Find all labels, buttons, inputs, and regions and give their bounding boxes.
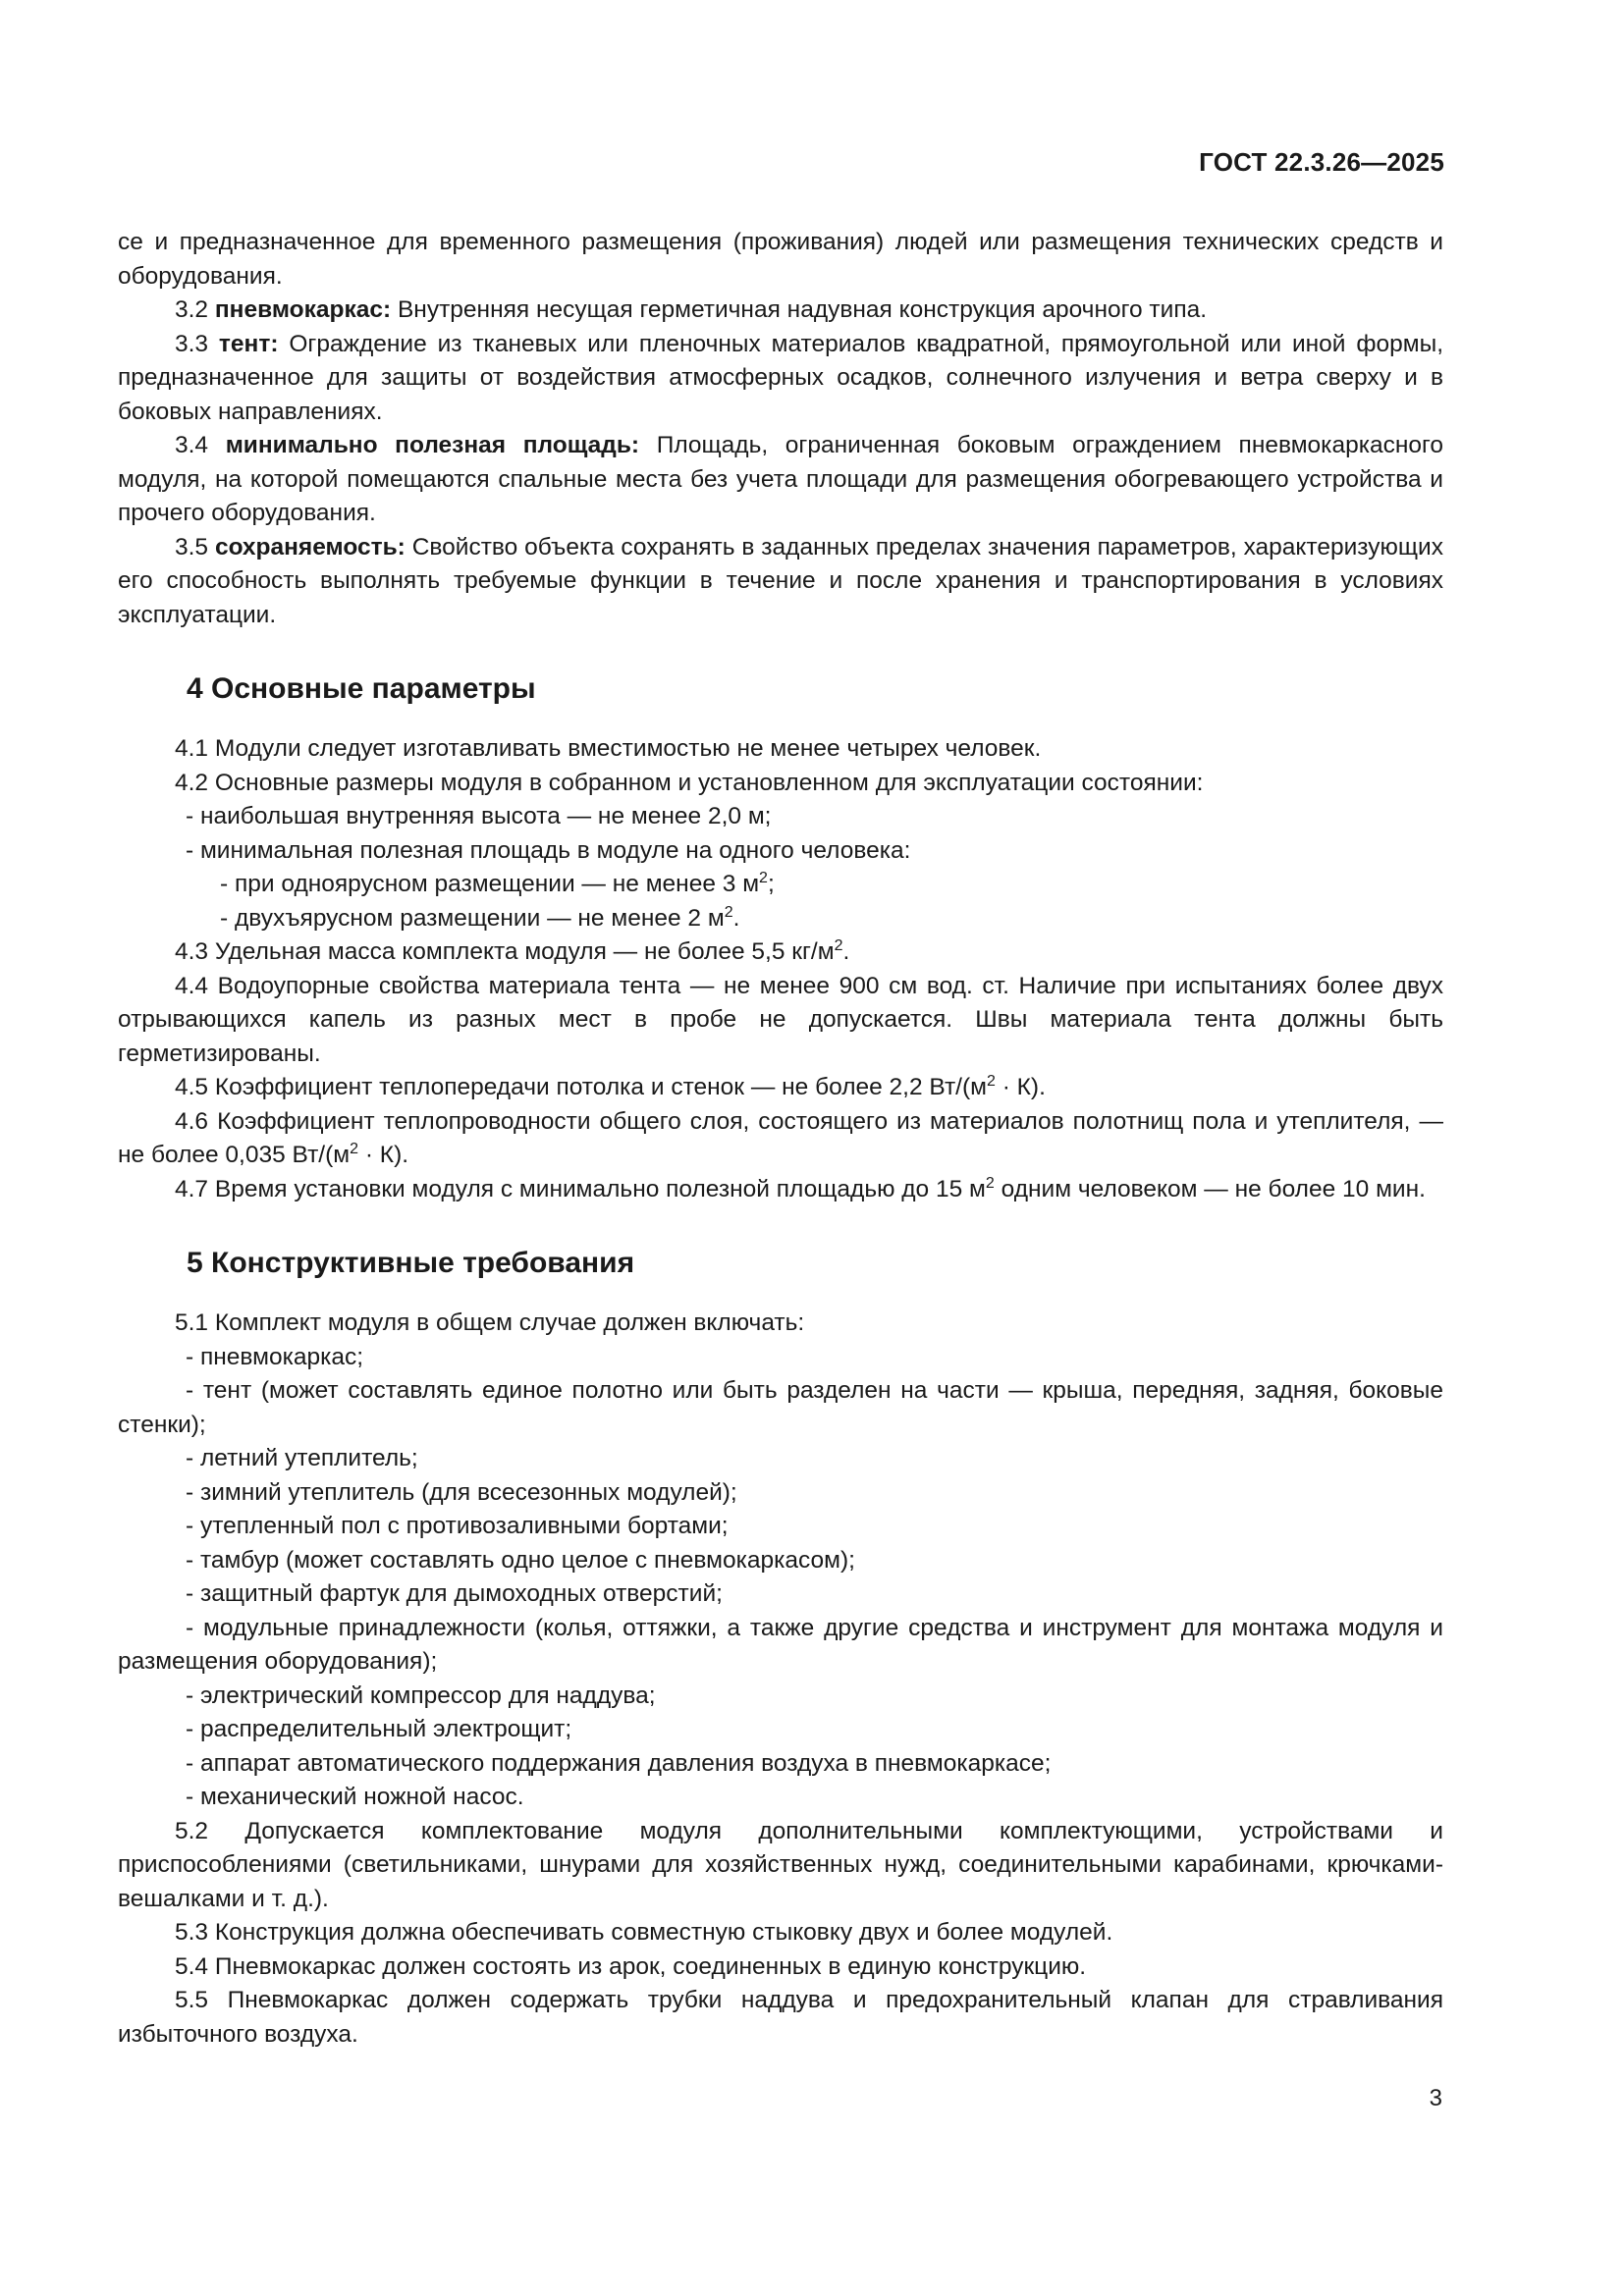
list-item: - электрический компрессор для наддува; [186, 1682, 656, 1709]
definition-term: сохраняемость: [214, 533, 406, 561]
definition-text: Площадь, ограниченная боковым ограждением пневмокаркасного модуля, на которой помещаются спальные места без учета площади для размещения обогревающего устройства и прочего оборудования. [118, 432, 1444, 526]
paragraph-5-5: 5.5 Пневмокаркас должен содержать трубки наддува и предохранительный клапан для стравливания избыточного воздуха. [118, 1987, 1443, 2048]
superscript: 2 [986, 1073, 996, 1090]
list-item: - модульные принадлежности (колья, оттяжки, а также другие средства и инструмент для монтажа модуля и размещения оборудования); [118, 1614, 1443, 1675]
text-part: 4.7 Время установки модуля с минимально полезной площадью до 15 м [175, 1175, 986, 1202]
definition-number: 3.2 [175, 296, 209, 323]
text-part: . [842, 938, 850, 965]
paragraph-5-4: 5.4 Пневмокаркас должен состоять из арок, соединенных в единую конструкцию. [175, 1952, 1087, 1980]
list-item: - зимний утеплитель (для всесезонных модулей); [186, 1478, 737, 1506]
list-item: - утепленный пол с противозаливными бортами; [186, 1513, 729, 1539]
list-item: - механический ножной насос. [186, 1784, 524, 1810]
list-item: - тамбур (может составлять одно целое с пневмокаркасом); [186, 1546, 855, 1574]
superscript: 2 [759, 870, 768, 886]
definition-number: 3.4 [175, 432, 209, 458]
list-item: - аппарат автоматического поддержания давления воздуха в пневмокаркасе; [186, 1749, 1052, 1777]
definition-continuation: се и предназначенное для временного размещения (проживания) людей или размещения технических средств и оборудования. [118, 229, 1443, 290]
list-item: - пневмокаркас; [186, 1343, 364, 1370]
text-part: - при одноярусном размещении — не менее 3 м [220, 871, 760, 897]
paragraph-4-5 [118, 1071, 1443, 1105]
superscript: 2 [834, 937, 843, 954]
definition-3-4 [118, 429, 1443, 531]
list-item: - распределительный электрощит; [186, 1716, 572, 1742]
text-part: ; [767, 871, 775, 897]
list-item: - защитный фартук для дымоходных отверстий; [186, 1580, 723, 1607]
paragraph-5-2: 5.2 Допускается комплектование модуля дополнительными комплектующими, устройствами и приспособлениями (светильниками, шнурами для хозяйственных нужд, соединительными карабинами, крючками-вешалками и т. д.). [118, 1817, 1443, 1912]
list-item-height: - наибольшая внутренняя высота — не менее 2,0 м; [186, 803, 772, 829]
definition-term: минимально полезная площадь: [225, 432, 640, 458]
definition-text: Свойство объекта сохранять в заданных пределах значения параметров, характеризующих его способность выполнять требуемые функции в течение и после хранения и транспортирования в условиях эксплуатации. [118, 533, 1443, 628]
list-item-area: - минимальная полезная площадь в модуле на одного человека: [186, 836, 911, 864]
text-part: · К). [995, 1074, 1046, 1100]
paragraph-4-6 [118, 1105, 1443, 1173]
text-part: 4.5 Коэффициент теплопередачи потолка и стенок — не более 2,2 Вт/(м [175, 1074, 987, 1100]
paragraph-4-1: 4.1 Модули следует изготавливать вместимостью не менее четырех человек. [175, 735, 1042, 762]
definition-3-2 [118, 294, 1443, 328]
superscript: 2 [350, 1141, 359, 1157]
document-code-header: ГОСТ 22.3.26—2025 [1199, 147, 1444, 177]
section-4-heading: 4 Основные параметры [187, 672, 536, 705]
paragraph-5-1: 5.1 Комплект модуля в общем случае должен включать: [175, 1309, 805, 1336]
paragraph-4-3 [118, 935, 1443, 970]
sublist-item-single-tier [118, 868, 1443, 902]
document-body [118, 226, 1443, 2052]
text-part: 4.3 Удельная масса комплекта модуля — не более 5,5 кг/м [175, 938, 835, 965]
paragraph-4-4: 4.4 Водоупорные свойства материала тента — не менее 900 см вод. ст. Наличие при испытаниях более двух отрывающихся капель из разных мест в пробе не допускается. Швы материала тента должны быть герметизированы. [118, 972, 1443, 1067]
page-number: 3 [1429, 2085, 1442, 2111]
paragraph-4-2: 4.2 Основные размеры модуля в собранном и установленном для эксплуатации состоянии: [175, 769, 1204, 796]
definition-number: 3.5 [175, 533, 209, 561]
text-part: 4.6 Коэффициент теплопроводности общего слоя, состоящего из материалов полотнищ пола и утеплителя, — не более 0,035 Вт/(м [118, 1107, 1443, 1168]
paragraph-4-7 [118, 1173, 1443, 1207]
text-part: · К). [358, 1142, 409, 1168]
definition-term: пневмокаркас: [214, 296, 392, 323]
text-part: . [732, 904, 740, 932]
superscript: 2 [985, 1174, 995, 1192]
definition-3-3 [118, 328, 1443, 430]
section-5-heading: 5 Конструктивные требования [187, 1247, 635, 1279]
definition-text: Внутренняя несущая герметичная надувная конструкция арочного типа. [397, 296, 1208, 323]
text-part: одним человеком — не более 10 мин. [994, 1175, 1426, 1202]
paragraph-5-3: 5.3 Конструкция должна обеспечивать совместную стыковку двух и более модулей. [175, 1919, 1113, 1946]
text-part: - двухъярусном размещении — не менее 2 м [220, 904, 725, 932]
list-item: - летний утеплитель; [186, 1445, 418, 1471]
superscript: 2 [724, 903, 733, 921]
definition-3-5 [118, 531, 1443, 633]
definition-number: 3.3 [175, 330, 209, 357]
definition-text: Ограждение из тканевых или пленочных материалов квадратной, прямоугольной или иной формы, предназначенное для защиты от воздействия атмосферных осадков, солнечного излучения и ветра сверху и в боковых направлениях. [118, 330, 1443, 425]
sublist-item-double-tier [118, 902, 1443, 936]
list-item: - тент (может составлять единое полотно или быть разделен на части — крыша, передняя, задняя, боковые стенки); [118, 1377, 1443, 1438]
definition-term: тент: [218, 330, 279, 357]
